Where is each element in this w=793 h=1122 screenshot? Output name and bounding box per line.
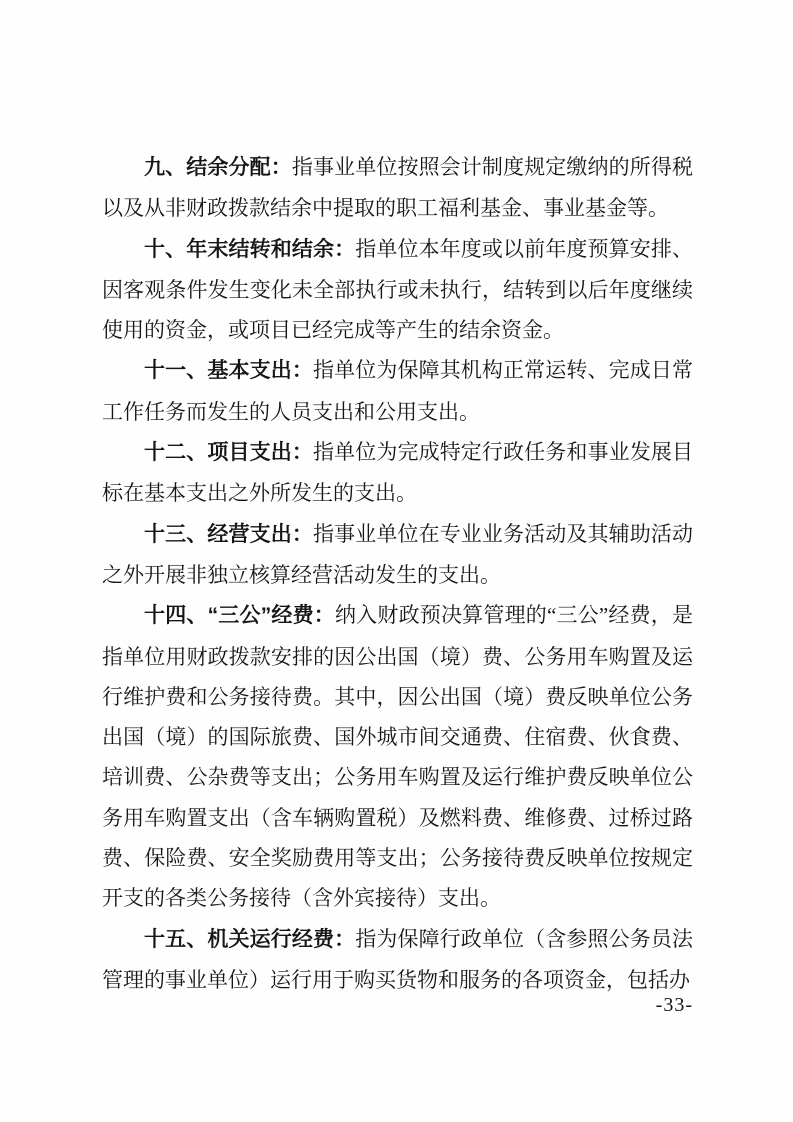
definition-paragraph — [102, 229, 693, 351]
page-number: -33- — [655, 994, 693, 1016]
definition-text: 指单位本年度或以前年度预算安排、因客观条件发生变化未全部执行或未执行，结转到以后年度继续使用的资金，或项目已经完成等产生的结余资金。 — [102, 236, 694, 343]
definition-text: 指事业单位按照会计制度规定缴纳的所得税以及从非财政拨款结余中提取的职工福利基金、事业基金等。 — [102, 155, 694, 221]
definition-text: 指单位为保障其机构正常运转、完成日常工作任务而发生的人员支出和公用支出。 — [102, 358, 694, 424]
definition-paragraph — [102, 432, 693, 514]
definition-term: 十四、“三公”经费： — [144, 604, 335, 628]
definition-term: 十二、项目支出： — [144, 441, 313, 465]
definition-paragraph — [102, 595, 693, 918]
definition-text: 指为保障行政单位（含参照公务员法管理的事业单位）运行用于购买货物和服务的各项资金，包括办 — [102, 926, 694, 992]
definition-paragraph — [102, 919, 693, 1001]
definition-term: 九、结余分配： — [144, 156, 292, 179]
definition-term: 十五、机关运行经费： — [144, 927, 356, 951]
definition-text: 指事业单位在专业业务活动及其辅助活动之外开展非独立核算经营活动发生的支出。 — [102, 521, 694, 587]
definition-term: 十一、基本支出： — [144, 359, 313, 383]
definition-term: 十三、经营支出： — [144, 522, 313, 546]
definition-text: 纳入财政预决算管理的“三公”经费，是指单位用财政拨款安排的因公出国（境）费、公务用车购置及运行维护费和公务接待费。其中，因公出国（境）费反映单位公务出国（境）的国际旅费、国外城市间交通费、住宿费、伙食费、培训费、公杂费等支出；公务用车购置及运行维护费反映单位公务用车购置支出（含车辆购置税）及燃料费、维修费、过桥过路费、保险费、安全奖励费用等支出；公务接待费反映单位按规定开支的各类公务接待（含外宾接待）支出。 — [102, 603, 693, 911]
definition-paragraph — [102, 350, 693, 432]
definition-term: 十、年末结转和结余： — [144, 237, 356, 261]
definition-paragraph — [102, 147, 693, 229]
document-body — [102, 147, 693, 1000]
definition-paragraph — [102, 514, 693, 596]
definition-text: 指单位为完成特定行政任务和事业发展目标在基本支出之外所发生的支出。 — [102, 440, 694, 506]
